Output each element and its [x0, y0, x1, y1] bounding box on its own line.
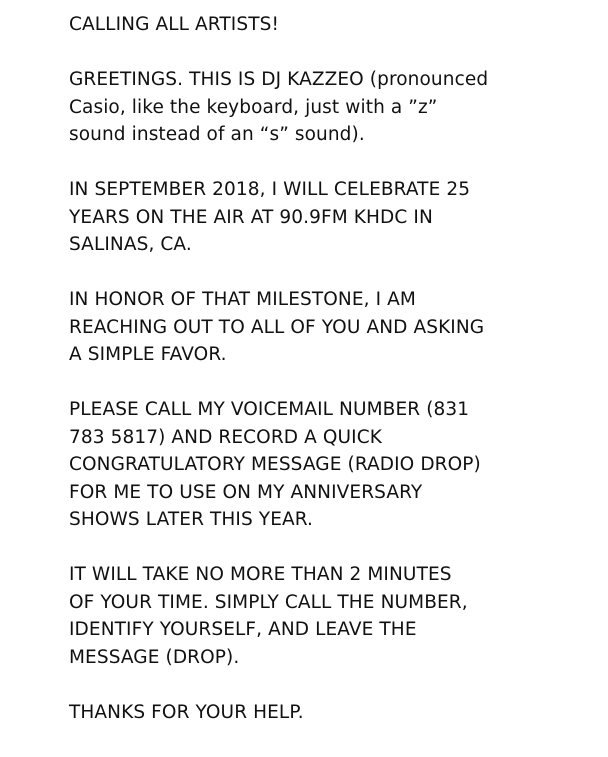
- text-line: sound instead of an “s” sound).: [69, 124, 365, 145]
- text-line: OF YOUR TIME. SIMPLY CALL THE NUMBER,: [69, 591, 468, 613]
- text-line: FOR ME TO USE ON MY ANNIVERSARY: [69, 481, 423, 503]
- text-line: GREETINGS. THIS IS DJ KAZZEO (pronounced: [69, 69, 489, 90]
- text-line: REACHING OUT TO ALL OF YOU AND ASKING: [69, 316, 485, 338]
- text-line: YEARS ON THE AIR AT 90.9FM KHDC IN: [69, 206, 433, 228]
- paragraph-voicemail: [69, 396, 589, 534]
- document-page: [69, 11, 589, 754]
- document-heading: [69, 11, 589, 39]
- text-line: SHOWS LATER THIS YEAR.: [69, 509, 314, 530]
- text-line: CONGRATULATORY MESSAGE (RADIO DROP): [69, 454, 481, 475]
- text-line: SALINAS, CA.: [69, 234, 192, 255]
- text-line: 783 5817) AND RECORD A QUICK: [69, 426, 382, 448]
- text-line: IDENTIFY YOURSELF, AND LEAVE THE: [69, 619, 417, 640]
- text-line: IN HONOR OF THAT MILESTONE, I AM: [69, 289, 416, 310]
- paragraph-instructions: [69, 561, 589, 671]
- document-closing: [69, 699, 589, 727]
- text-line: PLEASE CALL MY VOICEMAIL NUMBER (831: [69, 399, 470, 420]
- text-line: Casio, like the keyboard, just with a ”z”: [69, 96, 438, 118]
- closing-line: THANKS FOR YOUR HELP.: [69, 701, 304, 723]
- heading-line: CALLING ALL ARTISTS!: [69, 14, 279, 35]
- paragraph-anniversary: [69, 176, 589, 259]
- paragraph-greeting: [69, 66, 589, 149]
- paragraph-favor: [69, 286, 589, 369]
- text-line: IN SEPTEMBER 2018, I WILL CELEBRATE 25: [69, 179, 471, 200]
- text-line: MESSAGE (DROP).: [69, 646, 240, 668]
- text-line: A SIMPLE FAVOR.: [69, 344, 227, 365]
- text-line: IT WILL TAKE NO MORE THAN 2 MINUTES: [69, 564, 452, 585]
